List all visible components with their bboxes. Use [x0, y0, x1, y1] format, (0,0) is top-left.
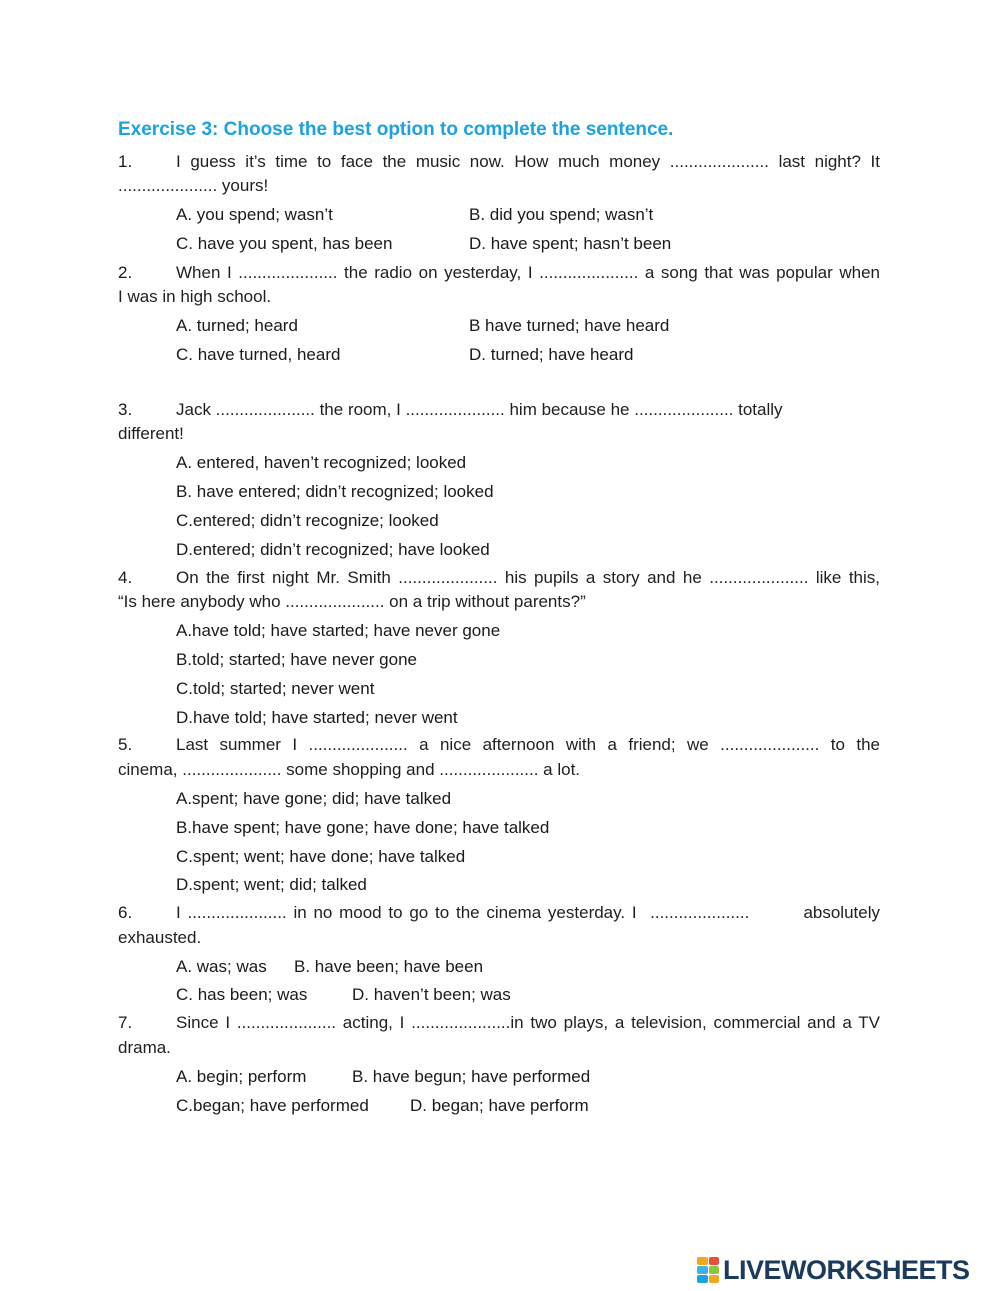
logo-text: LIVEWORKSHEETS [723, 1254, 970, 1285]
option-c[interactable]: C. have you spent, has been [176, 234, 393, 253]
question-line: I ..................... in no mood to go to the cinema yesterday. I ..................... absolutely [176, 903, 880, 922]
option-c[interactable]: C.told; started; never went [176, 679, 375, 698]
question-line: Last summer I ..................... a nice afternoon with a friend; we ..................... to the [176, 735, 880, 754]
question-line: Since I ..................... acting, I .....................in two plays, a television, commercial and a TV [176, 1013, 880, 1032]
question-line: drama. [118, 1038, 171, 1057]
option-a[interactable]: A. turned; heard [176, 316, 298, 335]
liveworksheets-logo-icon [697, 1257, 719, 1283]
option-b[interactable]: B.have spent; have gone; have done; have talked [176, 818, 550, 837]
option-c[interactable]: C.entered; didn’t recognize; looked [176, 511, 439, 530]
option-a[interactable]: A. begin; perform [176, 1067, 307, 1086]
question-line: ..................... yours! [118, 176, 269, 195]
option-c[interactable]: C. have turned, heard [176, 345, 341, 364]
question-number: 7. [118, 1013, 133, 1032]
question-line: When I ..................... the radio on yesterday, I ..................... a song that was popular when [176, 263, 880, 282]
option-d[interactable]: D.entered; didn’t recognized; have looked [176, 540, 490, 559]
question-line: “Is here anybody who ..................... on a trip without parents?” [118, 592, 586, 611]
question-number: 1. [118, 152, 133, 171]
question-line: I was in high school. [118, 287, 272, 306]
question-number: 2. [118, 263, 133, 282]
option-a[interactable]: A.have told; have started; have never gone [176, 621, 501, 640]
question-line: Jack ..................... the room, I ..................... him because he ..................... totally [176, 400, 783, 419]
question-number: 3. [118, 400, 133, 419]
question-line: exhausted. [118, 928, 202, 947]
option-b[interactable]: B have turned; have heard [469, 316, 670, 335]
question-line: I guess it’s time to face the music now. How much money ..................... last night? It [176, 152, 880, 171]
option-a[interactable]: A.spent; have gone; did; have talked [176, 789, 452, 808]
question-line: cinema, ..................... some shopping and ..................... a lot. [118, 760, 581, 779]
option-d[interactable]: D. began; have perform [410, 1096, 589, 1115]
question-line: On the first night Mr. Smith ..................... his pupils a story and he ..................... like this, [176, 568, 880, 587]
option-c[interactable]: C.began; have performed [176, 1096, 369, 1115]
option-d[interactable]: D. haven’t been; was [352, 985, 511, 1004]
option-a[interactable]: A. you spend; wasn’t [176, 205, 333, 224]
option-c[interactable]: C. has been; was [176, 985, 308, 1004]
question-number: 6. [118, 903, 133, 922]
question-number: 4. [118, 568, 133, 587]
option-c[interactable]: C.spent; went; have done; have talked [176, 847, 466, 866]
option-d[interactable]: D.have told; have started; never went [176, 708, 458, 727]
question-line: different! [118, 424, 184, 443]
option-d[interactable]: D.spent; went; did; talked [176, 875, 367, 894]
option-b[interactable]: B. have begun; have performed [352, 1067, 591, 1086]
question-number: 5. [118, 735, 133, 754]
option-a[interactable]: A. entered, haven’t recognized; looked [176, 453, 467, 472]
exercise-title: Exercise 3: Choose the best option to complete the sentence. [118, 119, 674, 140]
option-d[interactable]: D. turned; have heard [469, 345, 634, 364]
option-b[interactable]: B. have entered; didn’t recognized; looked [176, 482, 494, 501]
liveworksheets-logo [697, 1254, 970, 1286]
option-d[interactable]: D. have spent; hasn’t been [469, 234, 672, 253]
option-b[interactable]: B. have been; have been [294, 957, 484, 976]
option-b[interactable]: B.told; started; have never gone [176, 650, 417, 669]
option-b[interactable]: B. did you spend; wasn’t [469, 205, 654, 224]
option-a[interactable]: A. was; was [176, 957, 267, 976]
